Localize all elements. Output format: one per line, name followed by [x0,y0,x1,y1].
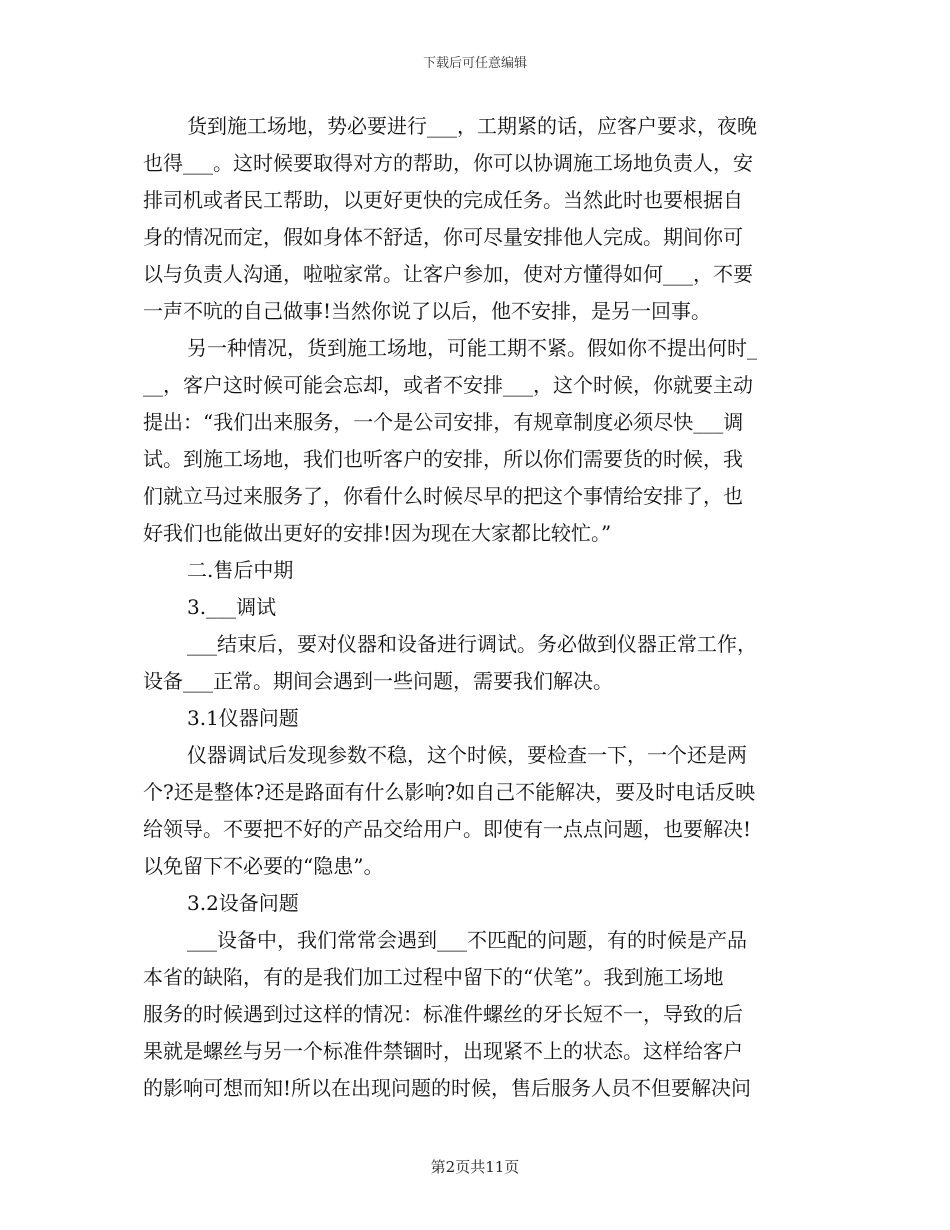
subsection-heading: 3.___调试 [187,595,277,619]
document-body [143,108,806,1107]
text-line: 也得___。这时候要取得对方的帮助，你可以协调施工场地负责人，安 [143,151,753,175]
text-line: __，客户这时候可能会忘却，或者不安排___，这个时候，你就要主动 [143,373,753,397]
subsection-heading: 3.2设备问题 [187,891,299,915]
page-header: 下载后可任意编辑 [422,56,527,71]
text-line: 服务的时候遇到过这样的情况：标准件螺丝的牙长短不一，导致的后 [143,1002,743,1026]
subsection-heading: 3.1仪器问题 [187,706,299,730]
text-line: 以免留下不必要的“隐患”。 [143,854,384,878]
section-heading: 二.售后中期 [187,558,294,582]
page-footer: 第2页共11页 [430,1158,520,1176]
text-line: 的影响可想而知!所以在出现问题的时候，售后服务人员不但要解决问 [143,1076,752,1100]
text-line: 试。到施工场地，我们也听客户的安排，所以你们需要货的时候，我 [143,447,743,471]
text-line: 们就立马过来服务了，你看什么时候尽早的把这个事情给安排了，也 [143,484,743,508]
text-line: 以与负责人沟通，啦啦家常。让客户参加，使对方懂得如何___，不要 [143,262,753,286]
text-line: 给领导。不要把不好的产品交给用户。即使有一点点问题，也要解决! [143,817,752,841]
text-line: 好我们也能做出更好的安排!因为现在大家都比较忙。” [143,521,612,545]
text-line: 设备___正常。期间会遇到一些问题，需要我们解决。 [143,669,613,693]
text-line: 另一种情况，货到施工场地，可能工期不紧。假如你不提出何时_ [187,336,757,360]
text-line: 本省的缺陷，有的是我们加工过程中留下的“伏笔”。我到施工场地 [143,965,724,989]
text-line: 排司机或者民工帮助，以更好更快的完成任务。当然此时也要根据自 [143,188,743,212]
text-line: 身的情况而定，假如身体不舒适，你可尽量安排他人完成。期间你可 [143,225,743,249]
text-line: 货到施工场地，势必要进行___，工期紧的话，应客户要求，夜晚 [187,114,757,138]
text-line: 果就是螺丝与另一个标准件禁锢时，出现紧不上的状态。这样给客户 [143,1039,743,1063]
text-line: 个?还是整体?还是路面有什么影响?如自己不能解决，要及时电话反映 [143,780,756,804]
text-line: 提出：“我们出来服务，一个是公司安排，有规章制度必须尽快___调 [143,410,744,434]
text-line: ___设备中，我们常常会遇到___不匹配的问题，有的时候是产品 [187,928,747,952]
text-line: 一声不吭的自己做事!当然你说了以后，他不安排，是另一回事。 [143,299,712,323]
text-line: 仪器调试后发现参数不稳，这个时候，要检查一下，一个还是两 [187,743,747,767]
text-line: ___结束后，要对仪器和设备进行调试。务必做到仪器正常工作， [187,632,757,656]
